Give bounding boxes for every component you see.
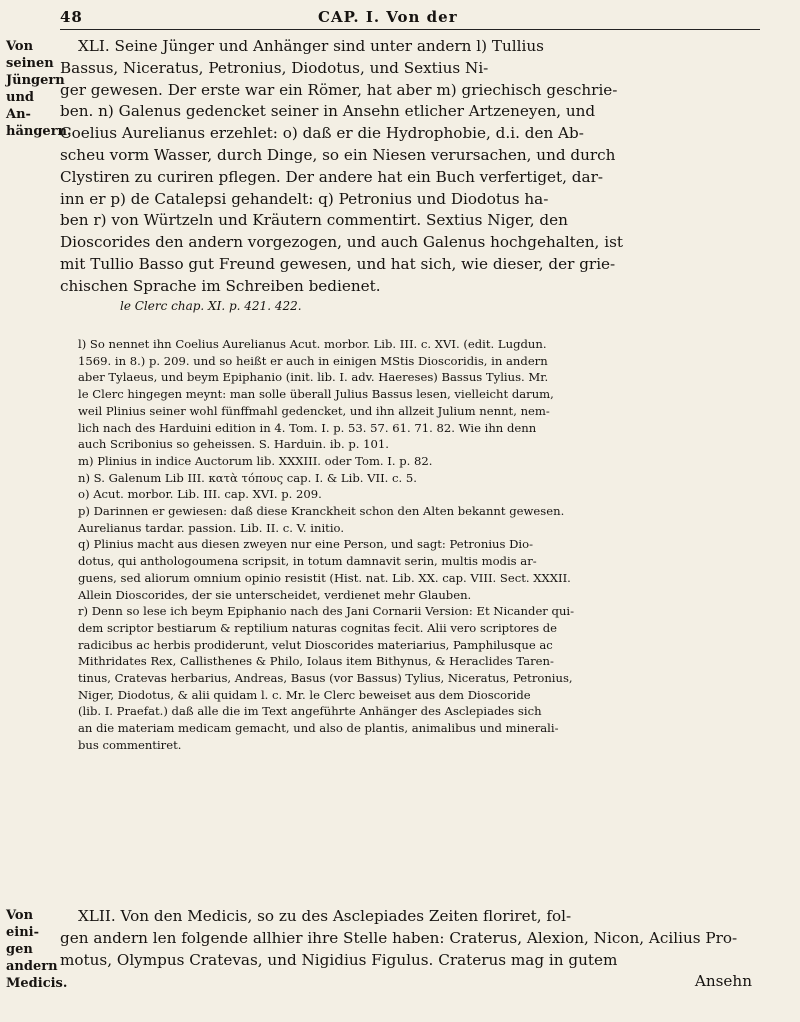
- margin-note-disciples: [6, 38, 72, 140]
- section-xli: [60, 36, 772, 315]
- footnote-line: 1569. in 8.) p. 209. und so heißt er auch in einigen MStis Dioscoridis, in andern: [78, 353, 548, 368]
- footnote-line: Niger, Diodotus, & alii quidam l. c. Mr. le Clerc beweiset aus dem Dioscoride: [78, 687, 531, 702]
- footnote-line: m) Plinius in indice Auctorum lib. XXXIII. oder Tom. I. p. 82.: [78, 453, 433, 468]
- text-line: motus, Olympus Cratevas, und Nigidius Figulus. Craterus mag in gutem: [60, 950, 618, 969]
- footnote-line: n) S. Galenum Lib III. κατὰ τόπους cap. I. & Lib. VII. c. 5.: [78, 470, 417, 485]
- text-line: ger gewesen. Der erste war ein Römer, hat aber m) griechisch geschrie-: [60, 80, 618, 99]
- footnote-line: dotus, qui anthologoumena scripsit, in totum damnavit serin, multis modis ar-: [78, 554, 537, 569]
- margin-note-line: Von seinen: [6, 39, 54, 71]
- footnote-line: le Clerc hingegen meynt: man solle überall Julius Bassus lesen, vielleicht darum,: [78, 387, 554, 402]
- footnote-line: Mithridates Rex, Callisthenes & Philo, Iolaus item Bithynus, & Heraclides Taren-: [78, 654, 554, 669]
- citation: le Clerc chap. XI. p. 421. 422.: [120, 298, 302, 313]
- footnotes: [60, 336, 772, 754]
- footnote-line: q) Plinius macht aus diesen zweyen nur eine Person, und sagt: Petronius Dio-: [78, 537, 534, 552]
- text-line: gen andern len folgende allhier ihre Stelle haben: Craterus, Alexion, Nicon, Acilius Pro-: [60, 928, 738, 947]
- text-line: Clystiren zu curiren pflegen. Der andere hat ein Buch verfertiget, dar-: [60, 167, 603, 186]
- footnote-line: l) So nennet ihn Coelius Aurelianus Acut. morbor. Lib. III. c. XVI. (edit. Lugdun.: [78, 337, 547, 351]
- text-line: ben r) von Würtzeln und Kräutern commentirt. Sextius Niger, den: [60, 211, 568, 230]
- page-number: 48: [60, 8, 83, 26]
- footnote-line: guens, sed aliorum omnium opinio resistit (Hist. nat. Lib. XX. cap. VIII. Sect. XXXII.: [78, 570, 571, 585]
- margin-note-line: gen andern: [6, 942, 58, 974]
- footnote-line: lich nach des Harduini edition in 4. Tom. I. p. 53. 57. 61. 71. 82. Wie ihn denn: [78, 420, 537, 435]
- margin-note-other-physicians: [6, 907, 68, 992]
- header-rule: [60, 29, 760, 30]
- text-line: chischen Sprache im Schreiben bedienet.: [60, 276, 381, 295]
- footnote-line: weil Plinius seiner wohl fünffmahl gedencket, und ihn allzeit Julium nennt, nem-: [78, 403, 550, 418]
- footnote-line: radicibus ac herbis prodiderunt, velut Dioscorides materiarius, Pamphilusque ac: [78, 637, 553, 652]
- text-line: scheu vorm Wasser, durch Dinge, so ein Niesen verursachen, und durch: [60, 145, 616, 164]
- text-line: inn er p) de Catalepsi gehandelt: q) Petronius und Diodotus ha-: [60, 189, 549, 208]
- footnote-line: an die materiam medicam gemacht, und also de plantis, animalibus und minerali-: [78, 721, 559, 736]
- margin-note-line: hängern.: [6, 124, 72, 139]
- text-line: Coelius Aurelianus erzehlet: o) daß er die Hydrophobie, d.i. den Ab-: [60, 124, 584, 143]
- catchword: Ansehn: [694, 972, 752, 991]
- running-title: CAP. I. Von der: [318, 8, 458, 26]
- text-line: mit Tullio Basso gut Freund gewesen, und hat sich, wie dieser, der grie-: [60, 254, 616, 273]
- footnote-line: Aurelianus tardar. passion. Lib. II. c. V. initio.: [78, 520, 345, 535]
- margin-note-line: Jüngern: [6, 73, 65, 88]
- section-xlii: [60, 906, 772, 993]
- text-line: Bassus, Niceratus, Petronius, Diodotus, und Sextius Ni-: [60, 58, 489, 77]
- footnote-line: bus commentiret.: [78, 737, 182, 752]
- footnote-line: auch Scribonius so geheissen. S. Harduin. ib. p. 101.: [78, 437, 389, 452]
- footnote-line: r) Denn so lese ich beym Epiphanio nach des Jani Cornarii Version: Et Nicander qui-: [78, 604, 575, 619]
- text-line: Dioscorides den andern vorgezogen, und auch Galenus hochgehalten, ist: [60, 233, 623, 252]
- footnote-line: aber Tylaeus, und beym Epiphanio (init. lib. I. adv. Haereses) Bassus Tylius. Mr.: [78, 370, 549, 385]
- text-line: ben. n) Galenus gedencket seiner in Ansehn etlicher Artzeneyen, und: [60, 102, 596, 121]
- footnote-line: Allein Dioscorides, der sie unterscheidet, verdienet mehr Glauben.: [78, 587, 472, 602]
- text-line: XLII. Von den Medicis, so zu des Asclepiades Zeiten floriret, fol-: [78, 907, 572, 925]
- footnote-line: dem scriptor bestiarum & reptilium naturas cognitas fecit. Alii vero scriptores de: [78, 620, 558, 635]
- footnote-line: p) Darinnen er gewiesen: daß diese Kranckheit schon den Alten bekannt gewesen.: [78, 504, 565, 519]
- margin-note-line: Medicis.: [6, 976, 68, 991]
- margin-note-line: und An-: [6, 90, 34, 122]
- footnote-line: tinus, Cratevas herbarius, Andreas, Basus (vor Bassus) Tylius, Niceratus, Petronius,: [78, 671, 573, 686]
- page-header: [60, 4, 760, 30]
- text-line: XLI. Seine Jünger und Anhänger sind unter andern l) Tullius: [78, 37, 544, 55]
- footnote-line: o) Acut. morbor. Lib. III. cap. XVI. p. 209.: [78, 487, 322, 502]
- footnote-line: (lib. I. Praefat.) daß alle die im Text angeführte Anhänger des Asclepiades sich: [78, 704, 542, 719]
- margin-note-line: Von eini-: [6, 908, 39, 940]
